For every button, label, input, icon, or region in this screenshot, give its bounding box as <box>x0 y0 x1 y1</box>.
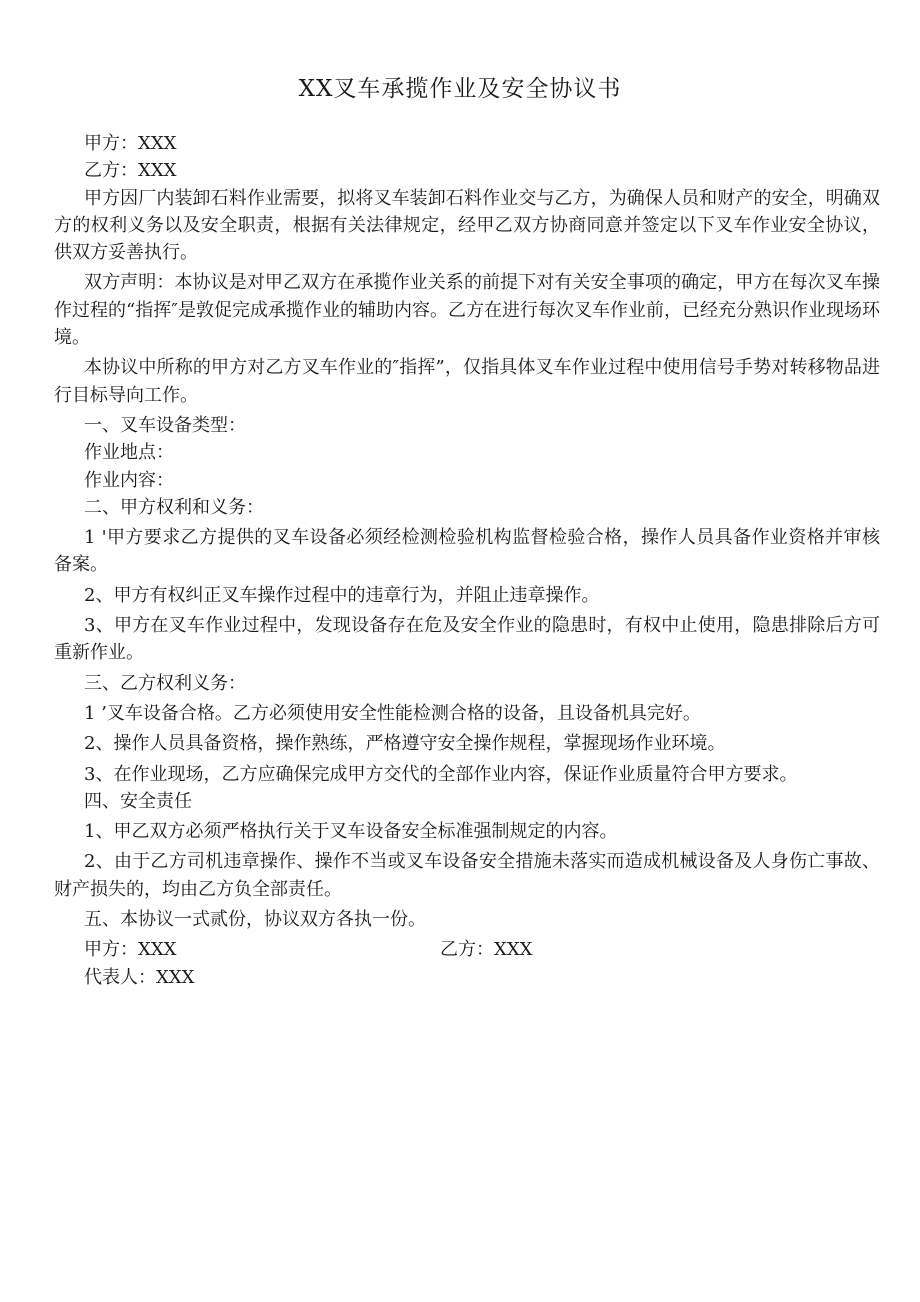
signature-row <box>54 936 880 963</box>
section-2-item: 1 '甲方要求乙方提供的叉车设备必须经检测检验机构监督检验合格，操作人员具备作业资格并审核备案。 <box>54 527 880 576</box>
party-a-line: 甲方：XXX <box>84 133 177 154</box>
signature-representative: 代表人：XXX <box>84 966 195 988</box>
section-4-heading: 四、安全责任 <box>84 790 192 812</box>
declaration-paragraph: 双方声明：本协议是对甲乙双方在承揽作业关系的前提下对有关安全事项的确定，甲方在每次叉车操作过程的“指挥″是敦促完成承揽作业的辅助内容。乙方在进行每次叉车作业前，已经充分熟识作业现场环境。 <box>54 272 880 349</box>
section-2-item: 3、甲方在叉车作业过程中，发现设备存在危及安全作业的隐患时，有权中止使用，隐患排除后方可重新作业。 <box>54 615 880 664</box>
definition-paragraph: 本协议中所称的甲方对乙方叉车作业的″指挥”，仅指具体叉车作业过程中使用信号手势对转移物品进行目标导向工作。 <box>54 357 880 406</box>
section-4-item: 2、由于乙方司机违章操作、操作不当或叉车设备安全措施未落实而造成机械设备及人身伤亡事故、财产损失的，均由乙方负全部责任。 <box>54 851 880 900</box>
signature-party-b: 乙方：XXX <box>440 939 533 961</box>
section-3-heading: 三、乙方权利义务： <box>84 672 246 694</box>
section-4-item: 1、甲乙双方必须严格执行关于叉车设备安全标准强制规定的内容。 <box>84 821 618 843</box>
party-b-line: 乙方：XXX <box>84 160 177 182</box>
section-1-content: 作业内容： <box>84 469 174 491</box>
section-3-item: 3、在作业现场，乙方应确保完成甲方交代的全部作业内容，保证作业质量符合甲方要求。 <box>84 763 798 785</box>
section-2-heading: 二、甲方权利和义务： <box>84 496 264 518</box>
document-body <box>54 130 880 991</box>
intro-paragraph: 甲方因厂内装卸石料作业需要，拟将叉车装卸石料作业交与乙方，为确保人员和财产的安全，明确双方的权利义务以及安全职责，根据有关法律规定，经甲乙双方协商同意并签定以下叉车作业安全协议，供双方妥善执行。 <box>54 187 880 264</box>
section-2-item: 2、甲方有权纠正叉车操作过程中的违章行为，并阻止违章操作。 <box>84 584 600 606</box>
signature-party-a: 甲方：XXX <box>84 939 177 961</box>
section-3-item: 1 ’叉车设备合格。乙方必须使用安全性能检测合格的设备，且设备机具完好。 <box>84 702 701 724</box>
section-3-item: 2、操作人员具备资格，操作熟练，严格遵守安全操作规程，掌握现场作业环境。 <box>84 733 726 755</box>
document-title: XX叉车承揽作业及安全协议书 <box>298 76 622 102</box>
section-5-heading: 五、本协议一式贰份，协议双方各执一份。 <box>84 909 426 931</box>
section-1-location: 作业地点： <box>84 442 174 464</box>
section-1-heading: 一、叉车设备类型： <box>84 414 246 436</box>
